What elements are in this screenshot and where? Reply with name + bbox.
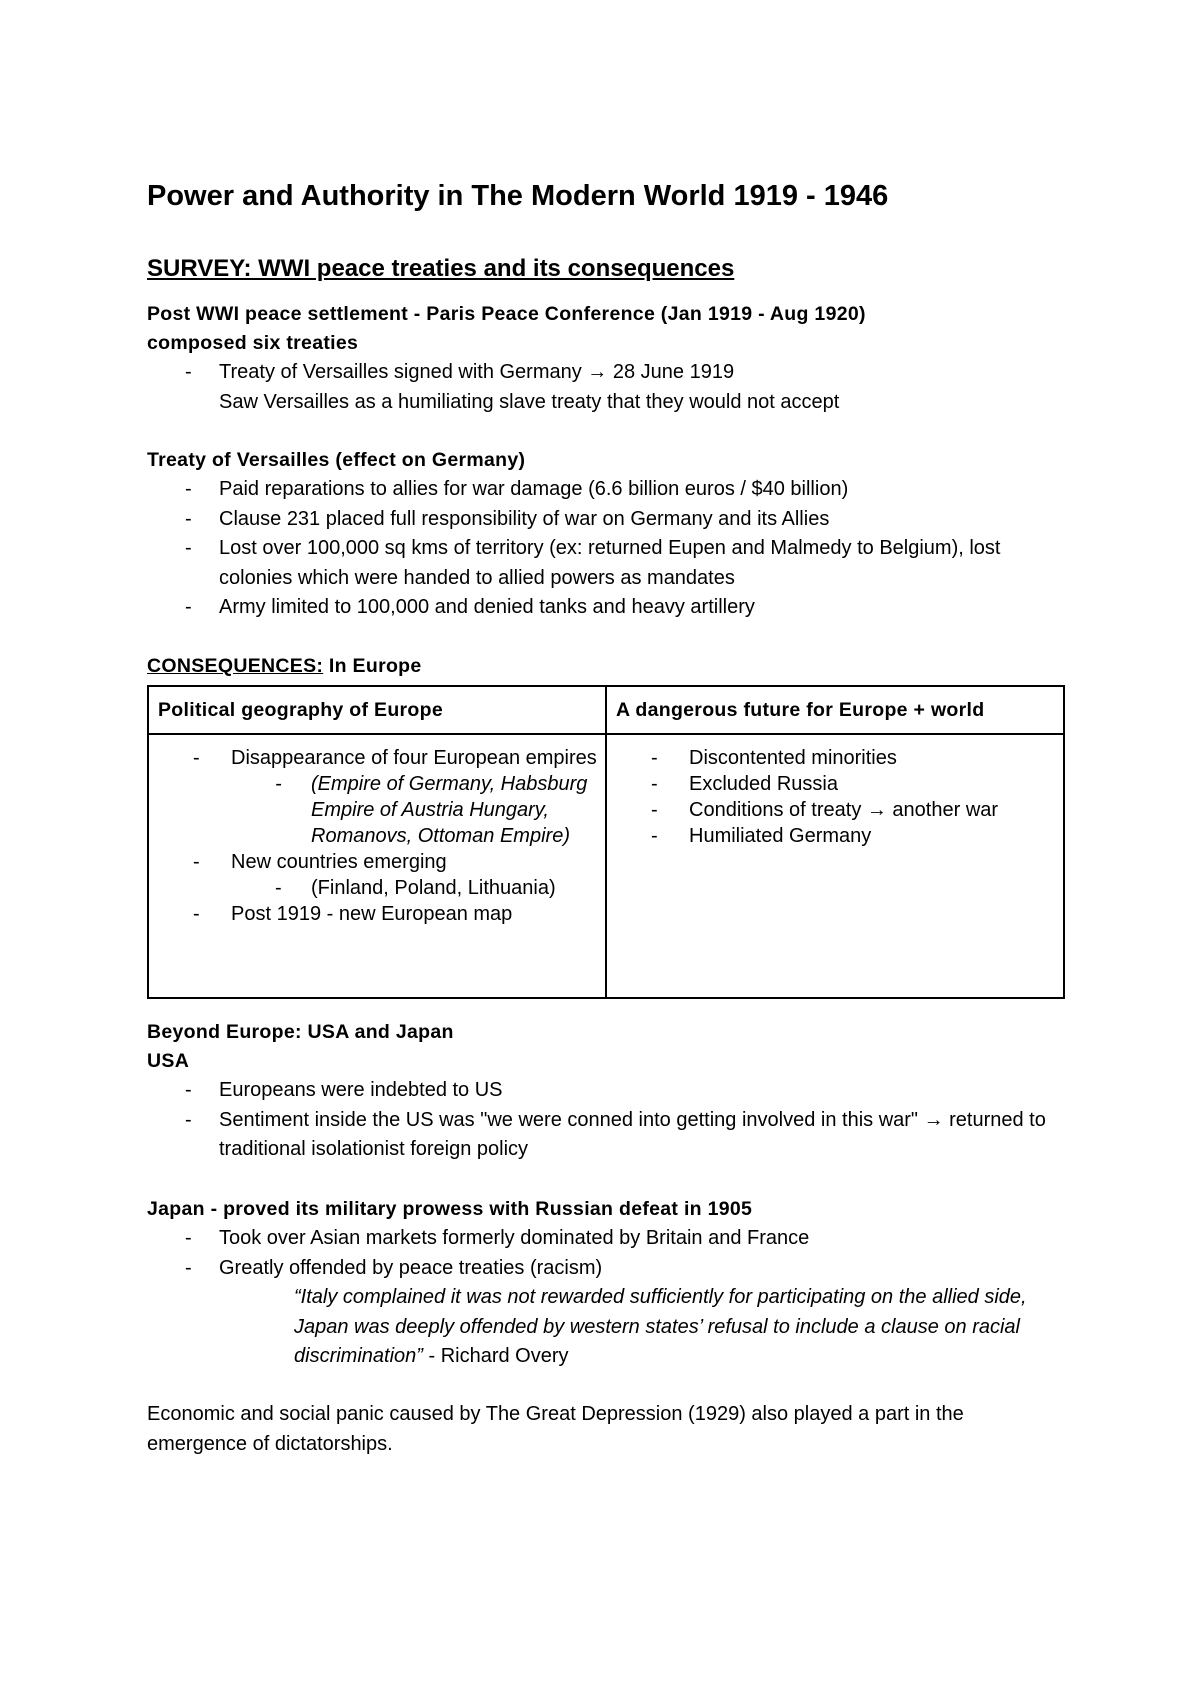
list-item: - Sentiment inside the US was "we were conned into getting involved in this war" → returned to traditional isolationist foreign policy (147, 1106, 1067, 1165)
page-title: Power and Authority in The Modern World 1919 - 1946 (147, 180, 889, 212)
consequences-table (147, 685, 1065, 999)
table-cell-political-geography (148, 734, 606, 998)
versailles-heading: Treaty of Versailles (effect on Germany) (147, 449, 526, 471)
list-item: - New countries emerging - (Finland, Poland, Lithuania) (149, 849, 605, 901)
beyond-europe-section (147, 1018, 1067, 1165)
overy-quote (147, 1283, 1067, 1372)
list-item: - Discontented minorities (607, 745, 1063, 771)
settlement-heading-line1: Post WWI peace settlement - Paris Peace Conference (Jan 1919 - Aug 1920) (147, 303, 866, 325)
table-cell-dangerous-future (606, 734, 1064, 998)
list-item: - Europeans were indebted to US (147, 1076, 1067, 1106)
list-item: - Post 1919 - new European map (149, 901, 605, 927)
list-item: - Clause 231 placed full responsibility of war on Germany and its Allies (147, 505, 1067, 535)
list-item: - Excluded Russia (607, 771, 1063, 797)
list-item: - Took over Asian markets formerly dominated by Britain and France (147, 1224, 1067, 1254)
table-header-dangerous-future: A dangerous future for Europe + world (606, 686, 1064, 734)
list-item: - Greatly offended by peace treaties (racism) (147, 1254, 1067, 1284)
survey-heading (147, 255, 734, 283)
japan-section (147, 1195, 1067, 1372)
closing-paragraph: Economic and social panic caused by The Great Depression (1929) also played a part in the emergence of dictatorships. (147, 1403, 964, 1455)
versailles-section (147, 446, 1067, 623)
settlement-section (147, 300, 1067, 417)
list-item: - Disappearance of four European empires - (Empire of Germany, Habsburg Empire of Austria Hungary, Romanovs, Ottoman Empire) (149, 745, 605, 849)
usa-heading: USA (147, 1050, 190, 1072)
beyond-europe-heading: Beyond Europe: USA and Japan (147, 1021, 454, 1043)
list-item: - (Finland, Poland, Lithuania) (231, 875, 605, 901)
list-item: - Army limited to 100,000 and denied tanks and heavy artillery (147, 593, 1067, 623)
list-item: - Lost over 100,000 sq kms of territory (ex: returned Eupen and Malmedy to Belgium), lost colonies which were handed to allied powers as mandates (147, 534, 1067, 593)
survey-label: SURVEY: (147, 255, 252, 282)
consequences-heading (147, 652, 1067, 681)
japan-list (147, 1224, 1067, 1283)
japan-heading: Japan - proved its military prowess with Russian defeat in 1905 (147, 1198, 753, 1220)
quote-author: - Richard Overy (422, 1345, 569, 1367)
list-item: - (Empire of Germany, Habsburg Empire of Austria Hungary, Romanovs, Ottoman Empire) (231, 771, 605, 849)
settlement-heading-line2: composed six treaties (147, 332, 359, 354)
table-header-political-geography: Political geography of Europe (148, 686, 606, 734)
list-item: - Paid reparations to allies for war damage (6.6 billion euros / $40 billion) (147, 475, 1067, 505)
quote-text: “Italy complained it was not rewarded sufficiently for participating on the allied side, Japan was deeply offended by western states’ refusal to include a clause on racial discrimination” (294, 1286, 1027, 1367)
consequences-label: CONSEQUENCES: (147, 655, 324, 677)
versailles-list (147, 475, 1067, 623)
list-item: - Treaty of Versailles signed with Germany → 28 June 1919 (147, 358, 1067, 388)
consequences-heading-text: In Europe (323, 655, 422, 677)
list-item: - Humiliated Germany (607, 823, 1063, 849)
settlement-list (147, 358, 1067, 388)
settlement-item-continuation: Saw Versailles as a humiliating slave treaty that they would not accept (219, 390, 840, 413)
usa-list (147, 1076, 1067, 1165)
survey-heading-text: WWI peace treaties and its consequences (251, 255, 735, 282)
list-item: - Conditions of treaty → another war (607, 797, 1063, 823)
